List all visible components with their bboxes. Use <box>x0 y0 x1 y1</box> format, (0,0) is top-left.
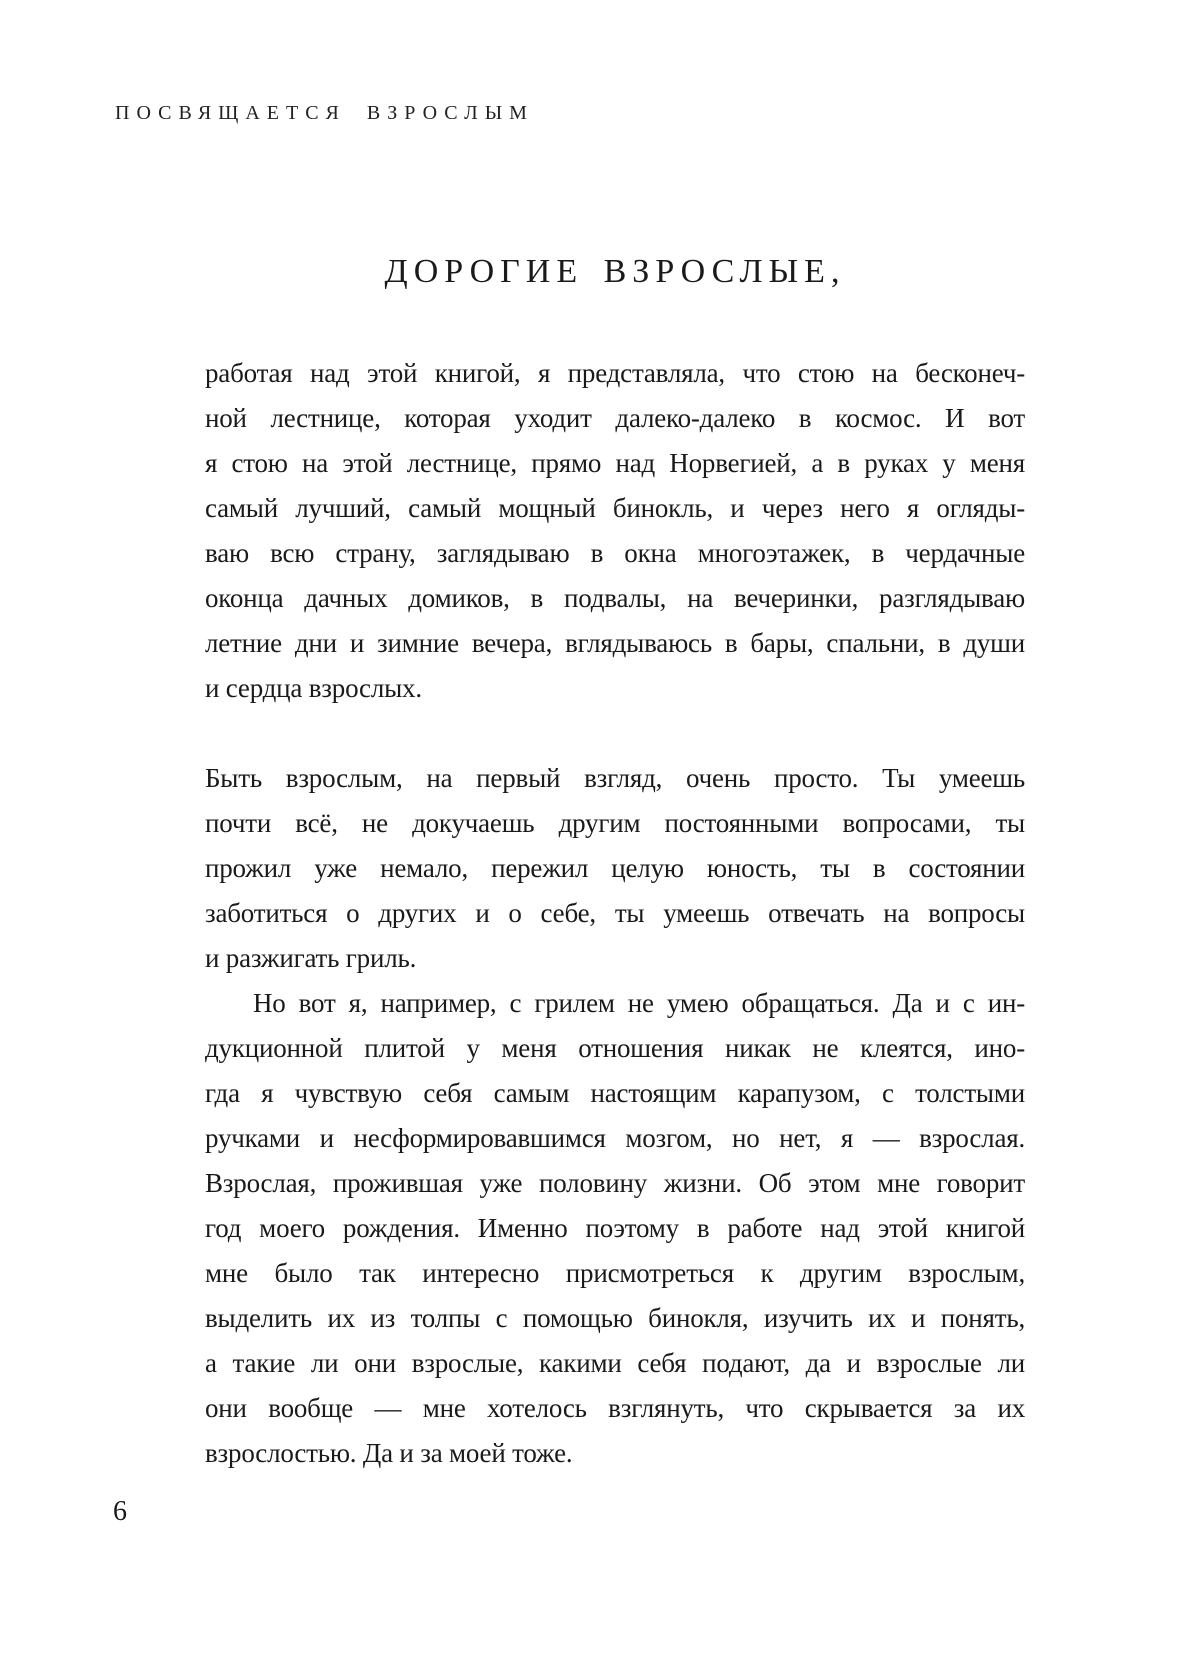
text-line: мне было так интересно присмотреться к другим взрослым, <box>205 1258 1025 1288</box>
text-line: почти всё, не докучаешь другим постоянными вопросами, ты <box>205 808 1025 838</box>
paragraph-being-adult <box>205 756 1025 981</box>
page-content <box>205 0 1025 1476</box>
text-line: Взрослая, прожившая уже половину жизни. Об этом мне говорит <box>205 1168 1025 1198</box>
body-text <box>205 351 1025 1476</box>
running-header: ПОСВЯЩАЕТСЯ ВЗРОСЛЫМ <box>115 102 534 124</box>
paragraph-binoculars <box>205 351 1025 711</box>
paragraph-but-me <box>205 981 1025 1476</box>
text-line: гда я чувствую себя самым настоящим карапузом, с толстыми <box>205 1078 1025 1108</box>
text-line: я стою на этой лестнице, прямо над Норвегией, а в руках у меня <box>205 448 1025 478</box>
text-line: и сердца взрослых. <box>205 673 422 703</box>
text-line: а такие ли они взрослые, какими себя подают, да и взрослые ли <box>205 1348 1025 1378</box>
text-line: взрослостью. Да и за моей тоже. <box>205 1438 573 1468</box>
text-line: самый лучший, самый мощный бинокль, и через него я огляды- <box>205 493 1025 523</box>
text-line: работая над этой книгой, я представляла, что стою на бесконеч- <box>205 358 1025 388</box>
text-line: заботиться о других и о себе, ты умеешь отвечать на вопросы <box>205 898 1025 928</box>
text-line: прожил уже немало, пережил целую юность, ты в состоянии <box>205 853 1025 883</box>
text-line: летние дни и зимние вечера, вглядываюсь в бары, спальни, в души <box>205 628 1025 658</box>
text-line: оконца дачных домиков, в подвалы, на вечеринки, разглядываю <box>205 583 1025 613</box>
text-line: и разжигать гриль. <box>205 943 417 973</box>
text-line: ручками и несформировавшимся мозгом, но нет, я — взрослая. <box>205 1123 1025 1153</box>
text-line: ной лестнице, которая уходит далеко-далеко в космос. И вот <box>205 403 1025 433</box>
text-line: дукционной плитой у меня отношения никак не клеятся, ино- <box>205 1033 1025 1063</box>
text-line: год моего рождения. Именно поэтому в работе над этой книгой <box>205 1213 1025 1243</box>
text-line: выделить их из толпы с помощью бинокля, изучить их и понять, <box>205 1303 1025 1333</box>
page-number: 6 <box>113 1496 127 1527</box>
text-line: ваю всю страну, заглядываю в окна многоэтажек, в чердачные <box>205 538 1025 568</box>
page-title: ДОРОГИЕ ВЗРОСЛЫЕ, <box>384 253 846 290</box>
text-line: Но вот я, например, с грилем не умею обращаться. Да и с ин- <box>253 988 1025 1018</box>
text-line: Быть взрослым, на первый взгляд, очень просто. Ты умеешь <box>205 763 1025 793</box>
text-line: они вообще — мне хотелось взглянуть, что скрывается за их <box>205 1393 1025 1423</box>
